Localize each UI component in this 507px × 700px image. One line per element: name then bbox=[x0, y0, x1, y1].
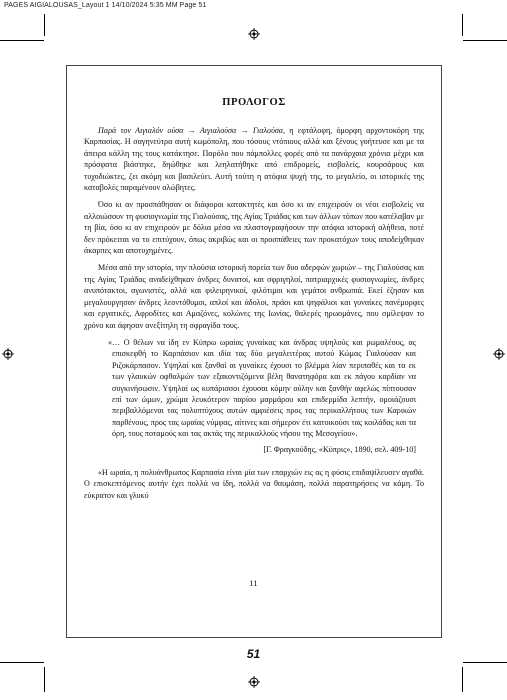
paragraph: Μέσα από την ιστορία, την πλούσια ιστορική πορεία των δυο αδερφών χωριών – της Γιαλούσας και της Αγίας Τριάδας αναδείχθηκαν άνδρες δυνατοί, και σφριγηλοί, πατριαρχικές φυσιογνωμίες, άνδρες ανυπότακτοι, αγωνιστές, αλλά και φιλειρηνικοί, φιλότιμοι και γεμάτοι ανθρωπιά. Εκεί έζησαν και μεγαλουργησαν άνδρες λεοντόθυμοι, απλοί και άδολοι, πράοι και ψηφάλιοι και γυναίκες πανέμορφες και εργατικές, Αφροδίτες και Αμαζόνες, κολώνες της Ιωνίας, θαλερές ηρωομάνες, που σμίλεψαν το χρόνο και άφησαν ανεξίτηλη τη σφραγίδα τους. bbox=[84, 263, 424, 330]
registration-mark-icon bbox=[248, 28, 260, 40]
paragraph bbox=[84, 125, 424, 193]
crop-mark bbox=[462, 14, 463, 36]
block-quote: «Η ωραία, η πολυάνθρωπος Καρπασία είναι μία των επαρχιών εις ας η φύσις επιδαψίλευσεν αγαθά. Ο επισκεπτόμενος αυτήν έχει πολλά να ίδη, πολλά να θαυμάση, πολλά παρατηρήσεις να κάμη. Το εύκρατον και γλυκύ bbox=[84, 467, 424, 500]
block-quote: «… Ο θέλων να ίδη εν Κύπρω ωραίας γυναίκας και άνδρας υψηλούς και ρωμαλέους, ας επισκεφθή το Καρπάσιον και ιδία τας δύο μεγαλειτέρας αυτού Κώμας Γιαλούσαν και Ριζοκάρπασον. Υψηλαί και ξανθαί αι γυναίκες έχουσι το βλέμμα λίαν περιπαθές και τα εκ των γλαυκών οφθαλμών των εξακοντιζόμενα βέλη θανατηφόρα και εκ πάγου καρδίαν να συγκινήσωσιν. Υψηλαί ως κυπάρισσοι έχουσαι κόμην ούλην και ξανθήν αφελώς πίπτουσαν επί των ώμων, χρώμα λευκότερον παρίου μαρμάρου και επιδερμίδα λεπτήν, ομοιάζουσι περιβαλλόμεναι τας πολυπτύχους αυτών αμφιέσεις προς τας περικαλλήτους των Καρικών παρθένους, προς τας ωραίας νύμφας, αίτινες και σήμερον έτι κατοικούσι τας κοιλάδας και τα όρη, τους ποταμούς και τας ακτάς της περικαλλούς νήσου της Μεσογείου». bbox=[108, 337, 416, 439]
crop-mark bbox=[44, 667, 45, 692]
registration-mark-icon bbox=[248, 676, 260, 688]
crop-mark bbox=[462, 667, 463, 692]
paragraph-text: η εφτάλοφη, όμορφη αρχοντοκόρη της Καρπασίας. Η σαγηνεύτρα αυτή κωμόπολη, που τόσους ντόπιους αλλά και ξένους γοήτευσε και με τα άπειρα κάλλη της τους κατάκτησε. Παρόλο που πάμπολλες φορές από τα πανάρχαια χρόνια μέχρι και πρόσφατα βιάστηκε, δηώθηκε και λεηλατήθηκε από επιδρομείς, εισβολείς, κουρσάρους και τυχοδιώκτες, ζει ακόμη και βασιλεύει. Αυτή τούτη η ατόφια ψυχή της, το μεγαλείο, οι ιστορικές της καταβολές παραμένουν αλώβητες. bbox=[84, 126, 425, 193]
crop-mark bbox=[0, 40, 44, 41]
paragraph-italic-lead: Παρά τον Αιγιαλόν ούσα → Αιγιαλούσα → Γιαλούσα, bbox=[98, 126, 286, 135]
prologue-body bbox=[84, 96, 424, 501]
folio-number: 51 bbox=[246, 647, 261, 661]
crop-mark bbox=[0, 662, 44, 663]
quote-citation: [Γ. Φραγκούδης, «Κύπρις», 1890, σελ. 409-10] bbox=[263, 444, 416, 454]
inner-page-number: 11 bbox=[249, 578, 258, 588]
crop-mark bbox=[463, 40, 507, 41]
registration-mark-icon bbox=[2, 348, 14, 360]
crop-mark bbox=[44, 14, 45, 36]
slug-line: PAGES AIGIALOUSAS_Layout 1 14/10/2024 5:35 MM Page 51 bbox=[4, 2, 207, 9]
registration-mark-icon bbox=[493, 348, 505, 360]
paragraph: Όσο κι αν προσπάθησαν οι διάφοροι κατακτητές και όσο κι αν επιχειρούν οι νέοι εισβολείς να αλλοιώσουν τη φυσιογνωμία της Γιαλούσας, της Αγίας Τριάδας και των άλλων τόπων που κατέλαβαν με τη βία, όσο κι αν επιχειρούν με δόλια μέσα να πλαστογραφήσουν την ατόφια ιστορική αλήθεια, ποτέ δεν πρόκειται να το επιτύχουν, όπως ακριβώς και οι προσπάθειες των προκατόχων τους αποδείχθηκαν άκαρπες και αποτυχημένες. bbox=[84, 200, 424, 256]
crop-mark bbox=[463, 662, 507, 663]
page-title: ΠΡΟΛΟΓΟΣ bbox=[222, 97, 286, 108]
